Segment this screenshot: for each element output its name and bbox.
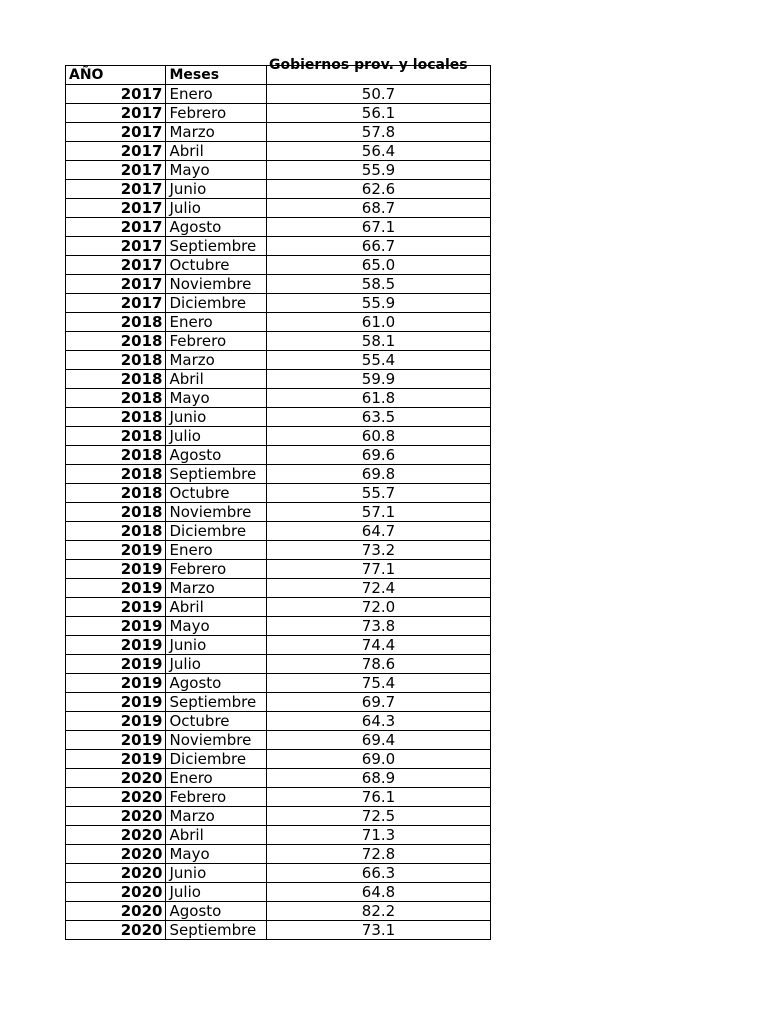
- year-cell[interactable]: 2017: [66, 237, 166, 256]
- year-cell[interactable]: 2019: [66, 655, 166, 674]
- year-cell[interactable]: 2017: [66, 218, 166, 237]
- table-row: [66, 123, 491, 142]
- year-cell[interactable]: 2019: [66, 674, 166, 693]
- month-cell[interactable]: Octubre: [166, 484, 266, 503]
- table-row: [66, 788, 491, 807]
- table-row: [66, 275, 491, 294]
- year-cell[interactable]: 2017: [66, 180, 166, 199]
- table-row: [66, 769, 491, 788]
- table-row: [66, 256, 491, 275]
- month-cell[interactable]: Enero: [166, 85, 266, 104]
- value-cell[interactable]: 73.8: [266, 617, 490, 636]
- value-cell[interactable]: 72.5: [266, 807, 490, 826]
- month-cell[interactable]: Abril: [166, 826, 266, 845]
- month-cell[interactable]: Noviembre: [166, 275, 266, 294]
- month-cell[interactable]: Agosto: [166, 902, 266, 921]
- value-cell[interactable]: 72.0: [266, 598, 490, 617]
- value-cell[interactable]: 62.6: [266, 180, 490, 199]
- table-row: [66, 712, 491, 731]
- month-cell[interactable]: Marzo: [166, 807, 266, 826]
- month-cell[interactable]: Enero: [166, 541, 266, 560]
- value-cell[interactable]: 73.1: [266, 921, 490, 940]
- value-cell[interactable]: 56.4: [266, 142, 490, 161]
- year-cell[interactable]: 2018: [66, 389, 166, 408]
- table-row: [66, 560, 491, 579]
- month-cell[interactable]: Marzo: [166, 123, 266, 142]
- month-cell[interactable]: Octubre: [166, 712, 266, 731]
- value-cell[interactable]: 69.7: [266, 693, 490, 712]
- month-cell[interactable]: Septiembre: [166, 237, 266, 256]
- value-cell[interactable]: 76.1: [266, 788, 490, 807]
- table-row: [66, 522, 491, 541]
- value-cell[interactable]: 58.1: [266, 332, 490, 351]
- value-cell[interactable]: 63.5: [266, 408, 490, 427]
- header-value[interactable]: [266, 57, 490, 85]
- table-row: [66, 408, 491, 427]
- month-cell[interactable]: Diciembre: [166, 522, 266, 541]
- year-cell[interactable]: 2017: [66, 104, 166, 123]
- table-row: [66, 218, 491, 237]
- value-cell[interactable]: 77.1: [266, 560, 490, 579]
- table-row: [66, 598, 491, 617]
- table-row: [66, 351, 491, 370]
- table-row: [66, 503, 491, 522]
- year-cell[interactable]: 2017: [66, 161, 166, 180]
- month-cell[interactable]: Febrero: [166, 560, 266, 579]
- year-cell[interactable]: 2017: [66, 142, 166, 161]
- year-cell[interactable]: 2017: [66, 123, 166, 142]
- value-cell[interactable]: 78.6: [266, 655, 490, 674]
- month-cell[interactable]: Agosto: [166, 218, 266, 237]
- table-row: [66, 370, 491, 389]
- value-cell[interactable]: 68.9: [266, 769, 490, 788]
- value-cell[interactable]: 72.4: [266, 579, 490, 598]
- table-row: [66, 142, 491, 161]
- year-cell[interactable]: 2019: [66, 636, 166, 655]
- year-cell[interactable]: 2017: [66, 256, 166, 275]
- month-cell[interactable]: Septiembre: [166, 465, 266, 484]
- table-row: [66, 693, 491, 712]
- year-cell[interactable]: 2017: [66, 275, 166, 294]
- year-cell[interactable]: 2018: [66, 351, 166, 370]
- month-cell[interactable]: Marzo: [166, 351, 266, 370]
- month-cell[interactable]: Mayo: [166, 389, 266, 408]
- year-cell[interactable]: 2020: [66, 921, 166, 940]
- year-cell[interactable]: 2019: [66, 712, 166, 731]
- header-row: [66, 66, 491, 85]
- year-cell[interactable]: 2018: [66, 484, 166, 503]
- table-row: [66, 332, 491, 351]
- table-row: [66, 199, 491, 218]
- year-cell[interactable]: 2018: [66, 370, 166, 389]
- value-cell[interactable]: 69.4: [266, 731, 490, 750]
- year-cell[interactable]: 2017: [66, 199, 166, 218]
- value-cell[interactable]: 65.0: [266, 256, 490, 275]
- year-cell[interactable]: 2019: [66, 731, 166, 750]
- value-cell[interactable]: 71.3: [266, 826, 490, 845]
- month-cell[interactable]: Noviembre: [166, 503, 266, 522]
- value-cell[interactable]: 82.2: [266, 902, 490, 921]
- table-body: [66, 85, 491, 940]
- year-cell[interactable]: 2019: [66, 750, 166, 769]
- year-cell[interactable]: 2019: [66, 579, 166, 598]
- month-cell[interactable]: Diciembre: [166, 294, 266, 313]
- table-row: [66, 180, 491, 199]
- table-row: [66, 845, 491, 864]
- year-cell[interactable]: 2019: [66, 693, 166, 712]
- table-row: [66, 446, 491, 465]
- value-cell[interactable]: 60.8: [266, 427, 490, 446]
- year-cell[interactable]: 2020: [66, 826, 166, 845]
- value-cell[interactable]: 55.4: [266, 351, 490, 370]
- month-cell[interactable]: Agosto: [166, 674, 266, 693]
- year-cell[interactable]: 2020: [66, 902, 166, 921]
- year-cell[interactable]: 2018: [66, 503, 166, 522]
- header-year[interactable]: AÑO: [66, 66, 166, 85]
- table-row: [66, 864, 491, 883]
- month-cell[interactable]: Mayo: [166, 161, 266, 180]
- table-row: [66, 541, 491, 560]
- month-cell[interactable]: Noviembre: [166, 731, 266, 750]
- year-cell[interactable]: 2019: [66, 560, 166, 579]
- value-cell[interactable]: 64.3: [266, 712, 490, 731]
- table-row: [66, 237, 491, 256]
- year-cell[interactable]: 2018: [66, 313, 166, 332]
- value-cell[interactable]: 72.8: [266, 845, 490, 864]
- value-cell[interactable]: 68.7: [266, 199, 490, 218]
- year-cell[interactable]: 2017: [66, 85, 166, 104]
- year-cell[interactable]: 2019: [66, 541, 166, 560]
- year-cell[interactable]: 2018: [66, 446, 166, 465]
- month-cell[interactable]: Junio: [166, 180, 266, 199]
- month-cell[interactable]: Abril: [166, 370, 266, 389]
- value-cell[interactable]: 59.9: [266, 370, 490, 389]
- year-cell[interactable]: 2018: [66, 522, 166, 541]
- month-cell[interactable]: Julio: [166, 427, 266, 446]
- table-row: [66, 161, 491, 180]
- value-cell[interactable]: 67.1: [266, 218, 490, 237]
- table-row: [66, 294, 491, 313]
- value-cell[interactable]: 55.9: [266, 161, 490, 180]
- year-cell[interactable]: 2020: [66, 788, 166, 807]
- table-row: [66, 826, 491, 845]
- year-cell[interactable]: 2018: [66, 427, 166, 446]
- value-cell[interactable]: 66.7: [266, 237, 490, 256]
- spreadsheet-table: [65, 57, 491, 940]
- table-row: [66, 750, 491, 769]
- table-row: [66, 636, 491, 655]
- value-cell[interactable]: 61.0: [266, 313, 490, 332]
- table-row: [66, 902, 491, 921]
- month-cell[interactable]: Julio: [166, 199, 266, 218]
- month-cell[interactable]: Junio: [166, 408, 266, 427]
- month-cell[interactable]: Mayo: [166, 617, 266, 636]
- table-row: [66, 617, 491, 636]
- year-cell[interactable]: 2018: [66, 465, 166, 484]
- value-cell[interactable]: 69.6: [266, 446, 490, 465]
- value-cell[interactable]: 50.7: [266, 85, 490, 104]
- month-cell[interactable]: Junio: [166, 864, 266, 883]
- value-cell[interactable]: 74.4: [266, 636, 490, 655]
- table-row: [66, 921, 491, 940]
- year-cell[interactable]: 2019: [66, 617, 166, 636]
- month-cell[interactable]: Enero: [166, 769, 266, 788]
- table-row: [66, 579, 491, 598]
- month-cell[interactable]: Septiembre: [166, 693, 266, 712]
- month-cell[interactable]: Febrero: [166, 788, 266, 807]
- month-cell[interactable]: Abril: [166, 598, 266, 617]
- month-cell[interactable]: Mayo: [166, 845, 266, 864]
- value-cell[interactable]: 58.5: [266, 275, 490, 294]
- value-cell[interactable]: 55.7: [266, 484, 490, 503]
- month-cell[interactable]: Septiembre: [166, 921, 266, 940]
- value-cell[interactable]: 57.8: [266, 123, 490, 142]
- year-cell[interactable]: 2020: [66, 807, 166, 826]
- month-cell[interactable]: Julio: [166, 883, 266, 902]
- table-row: [66, 389, 491, 408]
- table-row: [66, 85, 491, 104]
- month-cell[interactable]: Enero: [166, 313, 266, 332]
- year-cell[interactable]: 2018: [66, 408, 166, 427]
- year-cell[interactable]: 2020: [66, 769, 166, 788]
- table-row: [66, 104, 491, 123]
- year-cell[interactable]: 2020: [66, 845, 166, 864]
- month-cell[interactable]: Diciembre: [166, 750, 266, 769]
- table-row: [66, 674, 491, 693]
- month-cell[interactable]: Junio: [166, 636, 266, 655]
- value-cell[interactable]: 66.3: [266, 864, 490, 883]
- value-cell[interactable]: 73.2: [266, 541, 490, 560]
- table-row: [66, 807, 491, 826]
- header-value-text: Gobiernos prov. y locales: [268, 57, 468, 73]
- month-cell[interactable]: Julio: [166, 655, 266, 674]
- month-cell[interactable]: Agosto: [166, 446, 266, 465]
- value-cell[interactable]: 64.7: [266, 522, 490, 541]
- table-row: [66, 883, 491, 902]
- year-cell[interactable]: 2020: [66, 883, 166, 902]
- value-cell[interactable]: 55.9: [266, 294, 490, 313]
- header-month[interactable]: Meses: [166, 66, 266, 85]
- month-cell[interactable]: Marzo: [166, 579, 266, 598]
- year-cell[interactable]: 2020: [66, 864, 166, 883]
- value-cell[interactable]: 57.1: [266, 503, 490, 522]
- table-row: [66, 313, 491, 332]
- year-cell[interactable]: 2017: [66, 294, 166, 313]
- table-row: [66, 731, 491, 750]
- value-cell[interactable]: 69.8: [266, 465, 490, 484]
- value-cell[interactable]: 56.1: [266, 104, 490, 123]
- month-cell[interactable]: Abril: [166, 142, 266, 161]
- month-cell[interactable]: Octubre: [166, 256, 266, 275]
- table-row: [66, 655, 491, 674]
- month-cell[interactable]: Febrero: [166, 332, 266, 351]
- value-cell[interactable]: 75.4: [266, 674, 490, 693]
- value-cell[interactable]: 64.8: [266, 883, 490, 902]
- table-row: [66, 484, 491, 503]
- table-row: [66, 465, 491, 484]
- year-cell[interactable]: 2019: [66, 598, 166, 617]
- value-cell[interactable]: 69.0: [266, 750, 490, 769]
- value-cell[interactable]: 61.8: [266, 389, 490, 408]
- year-cell[interactable]: 2018: [66, 332, 166, 351]
- table-row: [66, 427, 491, 446]
- month-cell[interactable]: Febrero: [166, 104, 266, 123]
